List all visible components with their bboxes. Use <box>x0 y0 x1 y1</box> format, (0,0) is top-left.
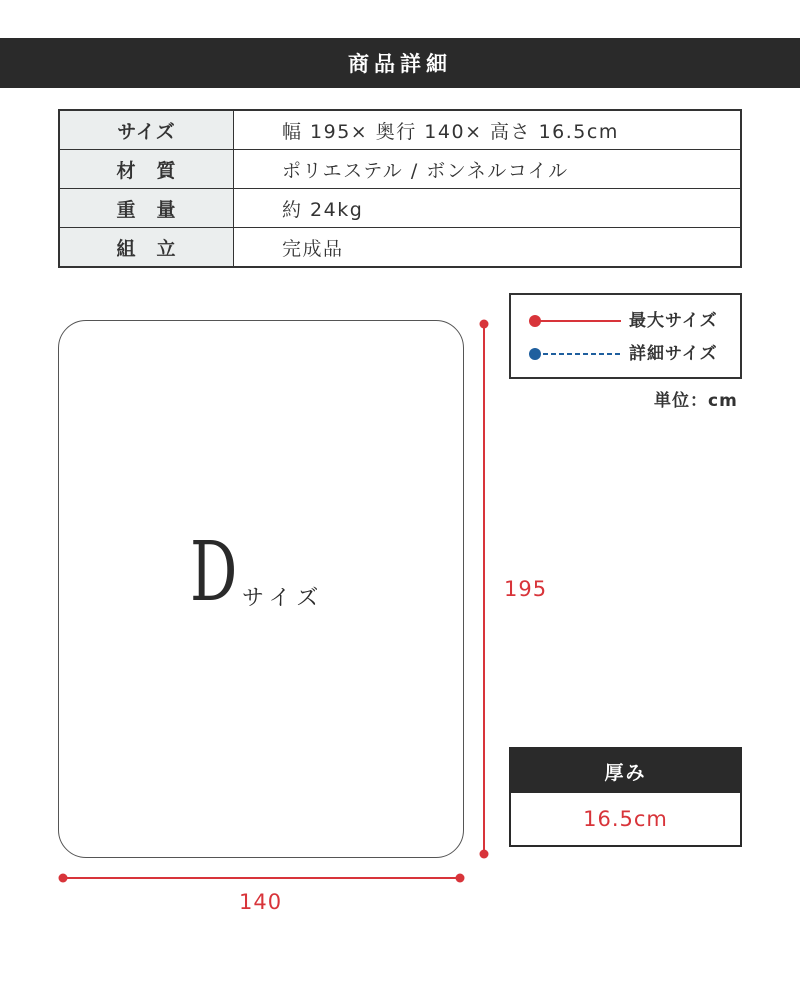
unit-label: 単位：cm <box>654 391 738 411</box>
spec-value: 幅 195× 奥行 140× 高さ 16.5cm <box>234 110 742 150</box>
thickness-value: 16.5cm <box>583 807 668 831</box>
legend-row-max <box>511 309 740 333</box>
solid-line-icon <box>525 309 635 333</box>
spec-value: ポリエステル / ボンネルコイル <box>234 150 742 189</box>
spec-label: 材 質 <box>59 150 234 189</box>
thickness-label: 厚み <box>511 749 740 793</box>
legend-detail-label: 詳細サイズ <box>629 344 718 364</box>
width-dimension-line <box>59 874 465 883</box>
legend <box>509 293 742 379</box>
length-dimension-line <box>480 320 489 859</box>
legend-max-label: 最大サイズ <box>629 311 718 331</box>
spec-label: サイズ <box>59 110 234 150</box>
size-suffix: サイズ <box>242 586 325 611</box>
spec-label: 組 立 <box>59 228 234 268</box>
thickness-box <box>509 747 742 847</box>
size-letter: D <box>190 525 238 620</box>
dashed-line-icon <box>525 342 635 366</box>
spec-value: 完成品 <box>234 228 742 268</box>
legend-row-detail <box>511 342 740 366</box>
spec-label: 重 量 <box>59 189 234 228</box>
spec-value: 約 24kg <box>234 189 742 228</box>
header-title: 商品詳細 <box>348 52 452 76</box>
width-value: 140 <box>239 890 283 914</box>
length-value: 195 <box>504 577 548 601</box>
